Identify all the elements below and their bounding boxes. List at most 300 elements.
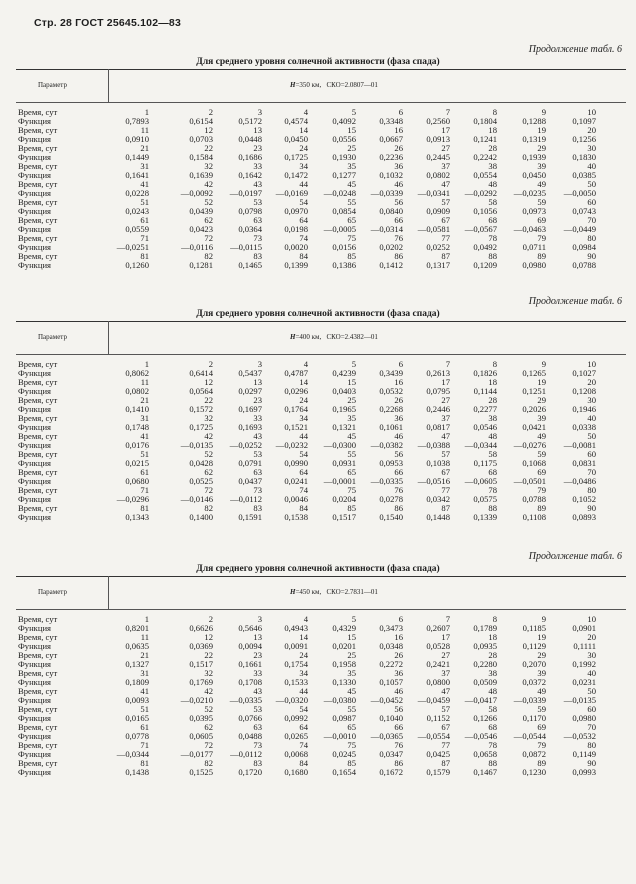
table-cell: 52	[204, 704, 213, 714]
table-cell: 59	[537, 704, 546, 714]
table-cell: 0,1764	[284, 404, 308, 414]
table-cell: 32	[204, 413, 213, 423]
table-cell: 26	[394, 395, 403, 405]
table-cell: 39	[537, 161, 546, 171]
table-cell: 37	[441, 161, 450, 171]
table-cell: 8	[492, 614, 497, 624]
table-cell: 89	[537, 503, 546, 513]
time-row	[0, 615, 636, 623]
table-cell: 17	[441, 377, 450, 387]
row-label: Время, сут	[18, 251, 58, 261]
table-cell: 41	[140, 686, 149, 696]
table-cell: 0,1826	[473, 368, 497, 378]
row-label: Время, сут	[18, 614, 58, 624]
table-cell: —0,0251	[116, 242, 149, 252]
table-cell: 0,1946	[572, 404, 596, 414]
function-row	[0, 225, 636, 233]
row-label: Функция	[18, 422, 52, 432]
table-cell: 0,1708	[238, 677, 262, 687]
table-cell: —0,0177	[180, 749, 213, 759]
table-cell: —0,0516	[417, 476, 450, 486]
table-cell: 0,1185	[522, 623, 546, 633]
table-cell: 0,0423	[189, 224, 213, 234]
table-cell: 6	[398, 107, 403, 117]
table-cell: 0,0798	[238, 206, 262, 216]
altitude-symbol: H	[290, 333, 296, 341]
table-cell: 24	[299, 143, 308, 153]
table-cell: 25	[347, 650, 356, 660]
table-cell: —0,0005	[323, 224, 356, 234]
function-row	[0, 750, 636, 758]
table-cell: 34	[299, 668, 308, 678]
table-cell: 0,1032	[379, 170, 403, 180]
table-cell: 7	[445, 107, 450, 117]
table-cell: 21	[140, 650, 149, 660]
table-cell: 0,1438	[125, 767, 149, 777]
table-cell: 72	[204, 233, 213, 243]
table-cell: 43	[253, 686, 262, 696]
continuation-note: Продолжение табл. 6	[528, 551, 622, 562]
table-cell: 89	[537, 251, 546, 261]
table-cell: 0,0795	[426, 386, 450, 396]
row-label: Время, сут	[18, 503, 58, 513]
table-cell: 22	[204, 395, 213, 405]
table-cell: —0,0300	[323, 440, 356, 450]
table-cell: 0,0559	[125, 224, 149, 234]
row-label: Время, сут	[18, 632, 58, 642]
table-cell: 49	[537, 179, 546, 189]
row-label: Время, сут	[18, 758, 58, 768]
table-cell: 65	[347, 467, 356, 477]
table-cell: 0,0984	[572, 242, 596, 252]
row-label: Время, сут	[18, 143, 58, 153]
table-cell: 0,0532	[379, 386, 403, 396]
table-cell: 10	[587, 614, 596, 624]
table-cell: 0,1525	[189, 767, 213, 777]
row-label: Время, сут	[18, 650, 58, 660]
table-cell: 69	[537, 722, 546, 732]
table-cell: 5	[351, 359, 356, 369]
table-cell: 44	[299, 431, 308, 441]
table-cell: 45	[347, 179, 356, 189]
table-cell: 0,0840	[379, 206, 403, 216]
function-row	[0, 153, 636, 161]
table-cell: 0,1256	[572, 134, 596, 144]
function-row	[0, 387, 636, 395]
row-label: Время, сут	[18, 485, 58, 495]
table-cell: 19	[537, 125, 546, 135]
table-cell: —0,0365	[370, 731, 403, 741]
table-cell: —0,0135	[563, 695, 596, 705]
table-cell: 70	[587, 215, 596, 225]
table-cell: 29	[537, 143, 546, 153]
time-row	[0, 378, 636, 386]
table-cell: 20	[587, 377, 596, 387]
table-cell: 0,0228	[125, 188, 149, 198]
time-row	[0, 504, 636, 512]
table-cell: 62	[204, 467, 213, 477]
table-cell: 0,0093	[125, 695, 149, 705]
table-cell: 79	[537, 233, 546, 243]
table-cell: 68	[488, 722, 497, 732]
table-cell: 71	[140, 485, 149, 495]
table-cell: 53	[253, 704, 262, 714]
time-row	[0, 234, 636, 242]
table-cell: 0,0215	[125, 458, 149, 468]
table-cell: 71	[140, 740, 149, 750]
table-title: Для среднего уровня солнечной активности (фаза спада)	[196, 564, 440, 574]
table-cell: 10	[587, 359, 596, 369]
table-cell: 1	[144, 614, 149, 624]
table-cell: 0,1958	[332, 659, 356, 669]
table-cell: 47	[441, 179, 450, 189]
table-cell: 37	[441, 413, 450, 423]
table-header-rule	[16, 102, 626, 103]
table-cell: 82	[204, 758, 213, 768]
table-cell: 0,0241	[284, 476, 308, 486]
table-cell: 0,0973	[522, 206, 546, 216]
table-cell: 0,0176	[125, 440, 149, 450]
table-cell: 0,0980	[522, 260, 546, 270]
table-cell: 0,0094	[238, 641, 262, 651]
table-cell: 67	[441, 215, 450, 225]
table-cell: 55	[347, 704, 356, 714]
table-cell: 0,1521	[284, 422, 308, 432]
table-cell: 0,0278	[379, 494, 403, 504]
table-cell: 38	[488, 413, 497, 423]
table-cell: —0,0335	[229, 695, 262, 705]
time-row	[0, 705, 636, 713]
sko-value: СКО=2.4382—01	[326, 333, 378, 341]
table-cell: 0,1097	[572, 116, 596, 126]
table-cell: 88	[488, 503, 497, 513]
table-cell: 0,1540	[379, 512, 403, 522]
function-row	[0, 261, 636, 269]
altitude-header	[290, 588, 378, 596]
table-cell: 0,1672	[379, 767, 403, 777]
table-cell: 0,0703	[189, 134, 213, 144]
table-cell: 0,0893	[572, 512, 596, 522]
time-row	[0, 687, 636, 695]
table-cell: —0,0232	[275, 440, 308, 450]
table-cell: 56	[394, 704, 403, 714]
table-cell: 79	[537, 485, 546, 495]
table-cell: 0,1144	[473, 386, 497, 396]
table-cell: 23	[253, 395, 262, 405]
table-cell: 0,0448	[238, 134, 262, 144]
row-label: Время, сут	[18, 161, 58, 171]
row-label: Время, сут	[18, 359, 58, 369]
table-cell: 34	[299, 161, 308, 171]
table-cell: 0,0525	[189, 476, 213, 486]
table-cell: 0,1241	[473, 134, 497, 144]
table-cell: 0,1930	[332, 152, 356, 162]
table-cell: 0,1040	[379, 713, 403, 723]
table-cell: 26	[394, 143, 403, 153]
table-cell: 0,1288	[522, 116, 546, 126]
table-cell: 0,5437	[238, 368, 262, 378]
table-cell: 0,1789	[473, 623, 497, 633]
table-cell: 51	[140, 449, 149, 459]
table-cell: 0,0778	[125, 731, 149, 741]
table-cell: 0,4329	[332, 623, 356, 633]
table-cell: 24	[299, 395, 308, 405]
table-cell: —0,0339	[370, 188, 403, 198]
table-cell: 15	[347, 377, 356, 387]
table-cell: 0,4092	[332, 116, 356, 126]
table-cell: 0,3473	[379, 623, 403, 633]
table-cell: —0,0546	[464, 731, 497, 741]
table-cell: 24	[299, 650, 308, 660]
row-label: Функция	[18, 116, 52, 126]
table-cell: 0,1251	[522, 386, 546, 396]
table-cell: 0,2445	[426, 152, 450, 162]
table-cell: 34	[299, 413, 308, 423]
table-cell: 0,0347	[379, 749, 403, 759]
table-cell: 78	[488, 233, 497, 243]
table-cell: 71	[140, 233, 149, 243]
table-cell: 0,0437	[238, 476, 262, 486]
table-cell: 30	[587, 650, 596, 660]
table-cell: 48	[488, 686, 497, 696]
time-row	[0, 108, 636, 116]
table-cell: —0,0532	[563, 731, 596, 741]
table-cell: 0,4574	[284, 116, 308, 126]
table-cell: 9	[541, 614, 546, 624]
table-cell: 13	[253, 125, 262, 135]
table-cell: 70	[587, 467, 596, 477]
table-cell: 57	[441, 704, 450, 714]
row-label: Функция	[18, 170, 52, 180]
table-cell: 2	[208, 614, 213, 624]
table-cell: 30	[587, 143, 596, 153]
table-cell: 18	[488, 632, 497, 642]
table-cell: 0,0909	[426, 206, 450, 216]
table-cell: 0,0165	[125, 713, 149, 723]
table-cell: 0,1965	[332, 404, 356, 414]
table-cell: 50	[587, 431, 596, 441]
row-label: Время, сут	[18, 722, 58, 732]
table-cell: 0,1769	[189, 677, 213, 687]
table-cell: 55	[347, 197, 356, 207]
table-cell: 0,1517	[332, 512, 356, 522]
table-cell: 0,1057	[379, 677, 403, 687]
table-cell: 45	[347, 431, 356, 441]
table-cell: 17	[441, 632, 450, 642]
table-cell: 35	[347, 161, 356, 171]
table-cell: —0,0463	[513, 224, 546, 234]
function-row	[0, 768, 636, 776]
table-cell: 75	[347, 740, 356, 750]
table-cell: 85	[347, 251, 356, 261]
table-cell: 65	[347, 215, 356, 225]
row-label: Функция	[18, 731, 52, 741]
time-row	[0, 759, 636, 767]
table-cell: —0,0449	[563, 224, 596, 234]
table-cell: 69	[537, 215, 546, 225]
table-cell: 0,0369	[189, 641, 213, 651]
table-cell: 0,1319	[522, 134, 546, 144]
table-cell: 6	[398, 614, 403, 624]
altitude-value: =350 км,	[295, 81, 322, 89]
table-cell: 40	[587, 413, 596, 423]
table-cell: 78	[488, 485, 497, 495]
table-cell: 0,0428	[189, 458, 213, 468]
sko-value: СКО=2.7831—01	[326, 588, 378, 596]
table-cell: 0,1830	[572, 152, 596, 162]
function-row	[0, 459, 636, 467]
table-cell: 0,2280	[473, 659, 497, 669]
table-cell: 0,6626	[189, 623, 213, 633]
table-cell: 0,0372	[522, 677, 546, 687]
table-cell: 49	[537, 686, 546, 696]
table-cell: —0,0135	[180, 440, 213, 450]
table-cell: 9	[541, 107, 546, 117]
continuation-note: Продолжение табл. 6	[528, 44, 622, 55]
row-label: Функция	[18, 386, 52, 396]
table-cell: 44	[299, 179, 308, 189]
table-cell: 0,0202	[379, 242, 403, 252]
table-cell: 12	[204, 125, 213, 135]
time-row	[0, 396, 636, 404]
table-cell: 11	[140, 632, 149, 642]
table-cell: 0,0204	[332, 494, 356, 504]
table-cell: 0,1517	[189, 659, 213, 669]
table-cell: 0,1693	[238, 422, 262, 432]
table-cell: 46	[394, 179, 403, 189]
time-row	[0, 162, 636, 170]
time-row	[0, 180, 636, 188]
table-cell: —0,0116	[181, 242, 213, 252]
table-cell: —0,0459	[417, 695, 450, 705]
table-cell: 84	[299, 251, 308, 261]
table-cell: 41	[140, 179, 149, 189]
table-cell: 28	[488, 143, 497, 153]
table-cell: 66	[394, 467, 403, 477]
table-cell: 0,0980	[572, 713, 596, 723]
table-cell: 0,1260	[125, 260, 149, 270]
table-cell: 6	[398, 359, 403, 369]
table-cell: 0,0913	[426, 134, 450, 144]
table-cell: 15	[347, 125, 356, 135]
table-cell: 30	[587, 395, 596, 405]
table-cell: 84	[299, 503, 308, 513]
table-cell: 0,7893	[125, 116, 149, 126]
table-cell: 0,0667	[379, 134, 403, 144]
table-cell: 0,2560	[426, 116, 450, 126]
table-cell: 16	[394, 125, 403, 135]
table-cell: 51	[140, 704, 149, 714]
table-cell: —0,0292	[464, 188, 497, 198]
table-cell: —0,0146	[180, 494, 213, 504]
table-cell: 0,1533	[284, 677, 308, 687]
table-cell: 48	[488, 431, 497, 441]
table-cell: 0,2613	[426, 368, 450, 378]
table-cell: 0,1579	[426, 767, 450, 777]
table-cell: 59	[537, 449, 546, 459]
table-cell: —0,0252	[229, 440, 262, 450]
table-cell: 0,0156	[332, 242, 356, 252]
table-cell: 36	[394, 161, 403, 171]
table-cell: 31	[140, 668, 149, 678]
table-cell: 0,0990	[284, 458, 308, 468]
table-cell: 58	[488, 704, 497, 714]
row-label: Функция	[18, 134, 52, 144]
table-cell: 72	[204, 740, 213, 750]
table-cell: —0,0382	[370, 440, 403, 450]
table-cell: 13	[253, 377, 262, 387]
table-cell: 0,1465	[238, 260, 262, 270]
table-cell: 0,1266	[473, 713, 497, 723]
table-cell: 0,0198	[284, 224, 308, 234]
table-cell: 27	[441, 143, 450, 153]
table-cell: 75	[347, 485, 356, 495]
row-label: Время, сут	[18, 431, 58, 441]
table-cell: 87	[441, 503, 450, 513]
table-cell: —0,0320	[275, 695, 308, 705]
table-cell: 0,1129	[522, 641, 546, 651]
table-cell: 0,1321	[332, 422, 356, 432]
table-cell: 0,0265	[284, 731, 308, 741]
table-cell: 14	[299, 377, 308, 387]
table-cell: 0,1209	[473, 260, 497, 270]
table-cell: —0,0210	[180, 695, 213, 705]
table-cell: 16	[394, 377, 403, 387]
table-cell: 45	[347, 686, 356, 696]
table-cell: 76	[394, 740, 403, 750]
table-cell: 22	[204, 143, 213, 153]
table-cell: 87	[441, 251, 450, 261]
table-cell: 0,1639	[189, 170, 213, 180]
table-block	[0, 44, 636, 294]
table-cell: 8	[492, 359, 497, 369]
table-cell: —0,0112	[230, 494, 262, 504]
table-cell: 0,1339	[473, 512, 497, 522]
row-label: Функция	[18, 623, 52, 633]
table-cell: 0,0953	[379, 458, 403, 468]
table-cell: 28	[488, 650, 497, 660]
table-cell: 0,1448	[426, 512, 450, 522]
continuation-note: Продолжение табл. 6	[528, 296, 622, 307]
table-cell: 0,1056	[473, 206, 497, 216]
row-label: Время, сут	[18, 233, 58, 243]
table-cell: 57	[441, 449, 450, 459]
table-cell: 18	[488, 125, 497, 135]
table-cell: 0,0711	[522, 242, 546, 252]
table-cell: 65	[347, 722, 356, 732]
table-cell: 14	[299, 125, 308, 135]
table-cell: 90	[587, 503, 596, 513]
function-row	[0, 624, 636, 632]
page-header: Стр. 28 ГОСТ 25645.102—83	[34, 17, 182, 29]
table-cell: 64	[299, 722, 308, 732]
table-cell: 80	[587, 740, 596, 750]
time-row	[0, 633, 636, 641]
table-cell: 61	[140, 215, 149, 225]
table-cell: —0,0341	[417, 188, 450, 198]
table-cell: —0,0112	[230, 749, 262, 759]
table-cell: 9	[541, 359, 546, 369]
table-cell: 83	[253, 251, 262, 261]
table-cell: 0,1642	[238, 170, 262, 180]
table-cell: 0,0492	[473, 242, 497, 252]
table-cell: 0,0992	[284, 713, 308, 723]
table-cell: 79	[537, 740, 546, 750]
table-cell: 85	[347, 503, 356, 513]
table-cell: 54	[299, 449, 308, 459]
table-cell: 0,1410	[125, 404, 149, 414]
table-header-rule	[16, 609, 626, 610]
